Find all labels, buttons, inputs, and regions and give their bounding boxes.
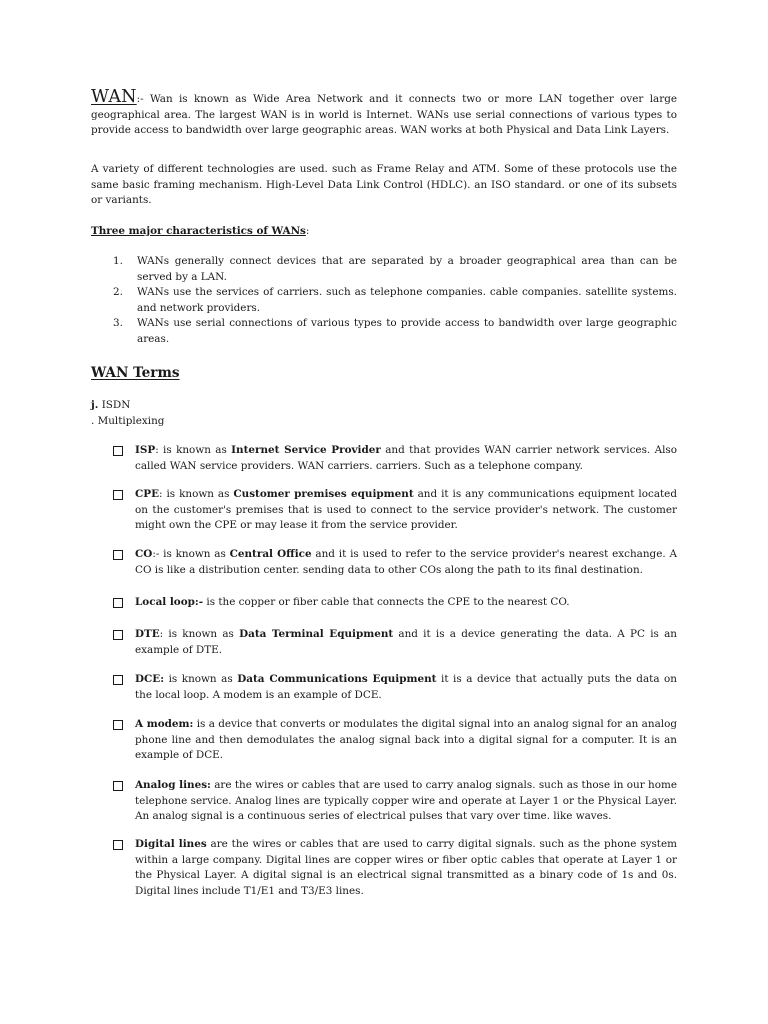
term-label: CO: [135, 548, 153, 560]
term-text: and it is used to refer to the service provider's nearest exchange. A CO is like a distribution center. sending data to other COs along the path to its final destination.: [135, 548, 677, 576]
checkbox-square-icon: [113, 840, 123, 850]
term-text: are the wires or cables that are used to carry digital signals. such as the phone system within a large company. Digital lines are copper wires or fiber optic cables that operate at Layer 1 or the Physical Layer. A digital signal is an electrical signal transmitted as a binary code of 1s and 0s. Digital lines include T1/E1 and T3/E3 lines.: [135, 838, 677, 897]
list-item: [91, 316, 677, 347]
term-analog-lines: [115, 778, 677, 825]
list-item-text: WANs use serial connections of various types to provide access to bandwidth over large geographic areas.: [137, 317, 677, 345]
term-isp: [115, 443, 677, 474]
term-text: it is a device that actually puts the data on the local loop. A modem is an example of DCE.: [135, 673, 677, 701]
term-text: and it is any communications equipment located on the customer's premises that is used to connect to the service provider's network. The customer might own the CPE or may lease it from the service provider.: [135, 488, 677, 532]
technologies-paragraph: [91, 162, 677, 209]
term-label: DTE: [135, 628, 160, 640]
isdn-text: ISDN: [98, 399, 131, 411]
term-label: CPE: [135, 488, 160, 500]
term-text: is known as: [164, 673, 238, 685]
checkbox-square-icon: [113, 675, 123, 685]
term-text: : is known as: [159, 628, 240, 640]
characteristics-list: [91, 254, 677, 348]
term-text: :- is known as: [152, 548, 230, 560]
isdn-line: [91, 398, 677, 429]
characteristics-title: Three major characteristics of WANs: [91, 225, 306, 237]
multiplexing-text: . Multiplexing: [91, 414, 165, 427]
term-label: Digital lines: [135, 838, 207, 850]
isdn-bullet: j.: [91, 399, 99, 411]
term-dce: [115, 672, 677, 703]
checkbox-square-icon: [113, 598, 123, 608]
term-label: A modem:: [135, 718, 194, 730]
term-fullname: Customer premises equipment: [233, 488, 414, 500]
term-digital-lines: [115, 837, 677, 899]
term-fullname: Data Terminal Equipment: [239, 628, 394, 640]
list-item: [91, 285, 677, 316]
term-text: is the copper or fiber cable that connects the CPE to the nearest CO.: [203, 596, 570, 608]
term-modem: [115, 717, 677, 764]
term-co: [115, 547, 677, 578]
term-label: Local loop:-: [135, 596, 204, 608]
list-item: [91, 254, 677, 285]
characteristics-suffix: :: [305, 225, 310, 237]
term-cpe: [115, 487, 677, 534]
checkbox-square-icon: [113, 720, 123, 730]
term-text: and that provides WAN carrier network services. Also called WAN service providers. WAN carriers. carriers. Such as a telephone company.: [135, 444, 677, 472]
list-number: 2.: [113, 286, 123, 299]
checkbox-square-icon: [113, 490, 123, 500]
term-local-loop: [115, 595, 677, 611]
intro-paragraph: [91, 87, 677, 139]
checkbox-square-icon: [113, 630, 123, 640]
checkbox-square-icon: [113, 550, 123, 560]
term-text: : is known as: [155, 444, 232, 456]
characteristics-heading: [91, 224, 677, 240]
list-item-text: WANs generally connect devices that are separated by a broader geographical area than can be served by a LAN.: [137, 255, 677, 283]
term-text: is a device that converts or modulates the digital signal into an analog signal for an analog phone line and then demodulates the analog signal back into a digital signal for a computer. It is an example of DCE.: [135, 718, 677, 762]
technologies-text: A variety of different technologies are used. such as Frame Relay and ATM. Some of these protocols use the same basic framing mechanism. High-Level Data Link Control (HDLC). an ISO standard. or one of its subsets or variants.: [91, 163, 677, 207]
term-text: are the wires or cables that are used to carry analog signals. such as those in our home telephone service. Analog lines are typically copper wire and operate at Layer 1 or the Physical Layer. An analog signal is a continuous series of electrical pulses that vary over time. like waves.: [135, 779, 677, 823]
term-text: and it is a device generating the data. A PC is an example of DTE.: [135, 628, 677, 656]
checkbox-square-icon: [113, 446, 123, 456]
wan-terms-heading: [91, 366, 677, 383]
wan-terms-title: WAN Terms: [91, 365, 180, 381]
term-dte: [115, 627, 677, 658]
term-text: : is known as: [159, 488, 234, 500]
term-label: ISP: [135, 444, 156, 456]
checkbox-square-icon: [113, 781, 123, 791]
list-item-text: WANs use the services of carriers. such as telephone companies. cable companies. satellite systems. and network providers.: [137, 286, 677, 314]
term-label: Analog lines:: [135, 779, 211, 791]
term-label: DCE:: [135, 673, 165, 685]
list-number: 1.: [113, 255, 123, 267]
term-fullname: Data Communications Equipment: [237, 673, 437, 685]
list-number: 3.: [113, 317, 123, 330]
term-fullname: Central Office: [229, 548, 312, 560]
intro-text: :- Wan is known as Wide Area Network and it connects two or more LAN together over large geographical area. The largest WAN is in world is Internet. WANs use serial connections of various types to provide access to bandwidth over large geographic areas. WAN works at both Physical and Data Link Layers.: [91, 93, 677, 137]
intro-term: WAN: [91, 87, 137, 107]
term-fullname: Internet Service Provider: [231, 444, 381, 456]
